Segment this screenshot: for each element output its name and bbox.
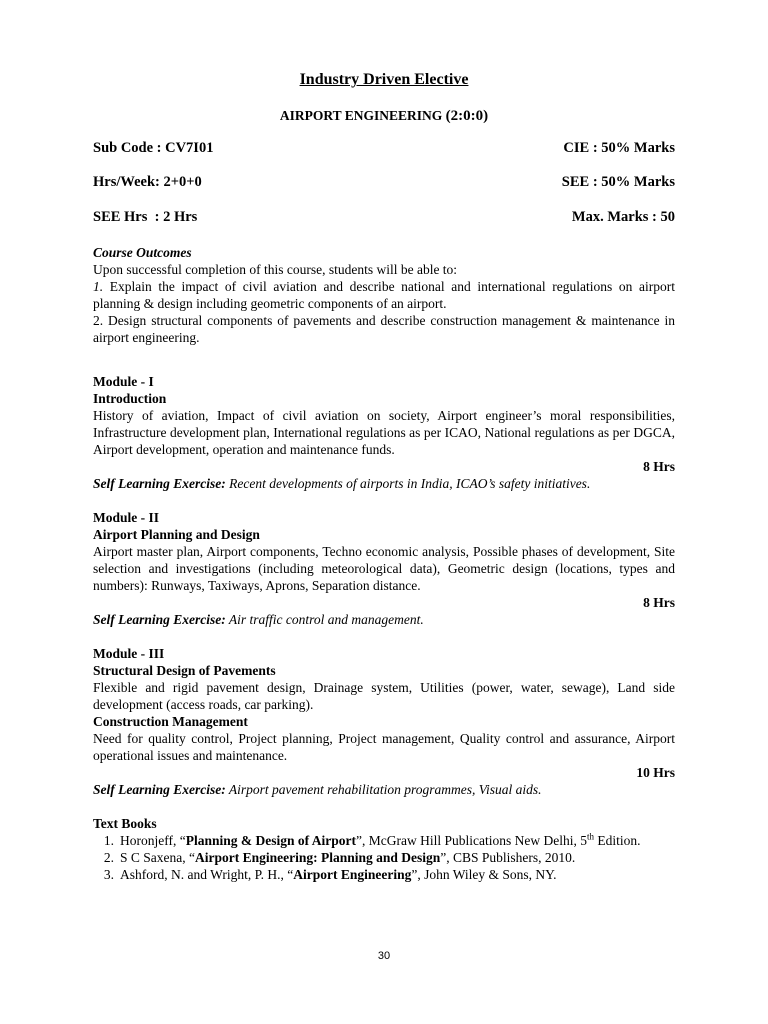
module-3-label: Module - III xyxy=(93,646,165,661)
outcome-1 xyxy=(93,278,675,312)
module-3-content: Flexible and rigid pavement design, Drainage system, Utilities (power, water, sewage), Land side development (access roads, car parking). xyxy=(93,680,675,712)
sle-text: Air traffic control and management. xyxy=(225,612,424,627)
sle-text: Recent developments of airports in India, ICAO’s safety initiatives. xyxy=(225,476,591,491)
sle-label: Self Learning Exercise: xyxy=(93,782,226,797)
page-number: 30 xyxy=(377,950,391,962)
outcome-1-text: Explain the impact of civil aviation and describe national and international regulations on airport planning & design including geometric components of an airport. xyxy=(93,279,675,311)
textbook-number: 2. xyxy=(103,850,114,865)
outcome-2: 2. Design structural components of pavements and describe construction management & maintenance in airport engineering. xyxy=(93,313,675,345)
module-3-content-2: Need for quality control, Project planning, Project management, Quality control and assurance, Airport operational issues and maintenance. xyxy=(93,731,675,763)
syllabus-body xyxy=(93,244,675,883)
outcome-1-number: 1. xyxy=(93,279,104,294)
module-1-label: Module - I xyxy=(93,374,154,389)
module-3-hours: 10 Hrs xyxy=(636,765,675,780)
textbooks-list xyxy=(93,832,675,883)
course-name: AIRPORT ENGINEERING xyxy=(279,108,443,123)
module-3-topic: Structural Design of Pavements xyxy=(93,663,276,678)
sle-label: Self Learning Exercise: xyxy=(93,612,226,627)
cie-marks: CIE : 50% Marks xyxy=(563,140,675,156)
module-2-sle xyxy=(93,611,675,628)
textbook-publisher: ”, CBS Publishers, 2010. xyxy=(440,850,576,865)
textbook-title: Airport Engineering: Planning and Design xyxy=(195,850,441,865)
page-title: Industry Driven Elective xyxy=(299,71,469,88)
hrs-per-week: Hrs/Week: 2+0+0 xyxy=(93,174,202,190)
textbook-number: 3. xyxy=(103,867,114,882)
textbook-number: 1. xyxy=(103,833,114,848)
max-marks: Max. Marks : 50 xyxy=(571,209,675,225)
textbook-title: Airport Engineering xyxy=(293,867,412,882)
textbook-edition: Edition. xyxy=(593,833,641,848)
meta-row-3 xyxy=(93,209,675,226)
course-title xyxy=(93,107,675,125)
sub-code: Sub Code : CV7I01 xyxy=(93,140,214,156)
sle-label: Self Learning Exercise: xyxy=(93,476,226,491)
textbook-title: Planning & Design of Airport xyxy=(185,833,356,848)
see-marks: SEE : 50% Marks xyxy=(561,174,675,190)
module-1-hours: 8 Hrs xyxy=(643,459,675,474)
module-1-sle xyxy=(93,475,675,492)
textbook-author: S C Saxena, “ xyxy=(120,850,195,865)
module-2-hours: 8 Hrs xyxy=(643,595,675,610)
textbook-superscript: th xyxy=(586,831,594,842)
textbook-item xyxy=(93,866,675,883)
see-hours: SEE Hrs : 2 Hrs xyxy=(93,209,198,225)
module-1-content: History of aviation, Impact of civil aviation on society, Airport engineer’s moral responsibilities, Infrastructure development plan, International regulations as per ICAO, National regulations as per DGCA, Airport development, operation and maintenance funds. xyxy=(93,408,675,457)
outcomes-heading: Course Outcomes xyxy=(93,245,192,260)
textbook-publisher: ”, McGraw Hill Publications New Delhi, 5 xyxy=(356,833,587,848)
sle-text: Airport pavement rehabilitation programmes, Visual aids. xyxy=(225,782,542,797)
meta-row-1 xyxy=(93,140,675,157)
module-1-topic: Introduction xyxy=(93,391,167,406)
textbook-author: Ashford, N. and Wright, P. H., “ xyxy=(120,867,294,882)
textbooks-heading: Text Books xyxy=(93,816,157,831)
textbook-item xyxy=(93,832,675,849)
meta-row-2 xyxy=(93,174,675,191)
outcomes-intro: Upon successful completion of this course, students will be able to: xyxy=(93,262,458,277)
module-2-topic: Airport Planning and Design xyxy=(93,527,260,542)
module-3-topic-2: Construction Management xyxy=(93,714,248,729)
course-credits: (2:0:0) xyxy=(445,108,489,124)
textbook-publisher: ”, John Wiley & Sons, NY. xyxy=(411,867,557,882)
module-3-sle xyxy=(93,781,675,798)
textbook-item xyxy=(93,849,675,866)
module-2-label: Module - II xyxy=(93,510,160,525)
textbook-author: Horonjeff, “ xyxy=(120,833,186,848)
module-2-content: Airport master plan, Airport components, Techno economic analysis, Possible phases of development, Site selection and investigations (including meteorological data), Geometric design (locations, types and numbers): Runways, Taxiways, Aprons, Separation distance. xyxy=(93,544,675,593)
